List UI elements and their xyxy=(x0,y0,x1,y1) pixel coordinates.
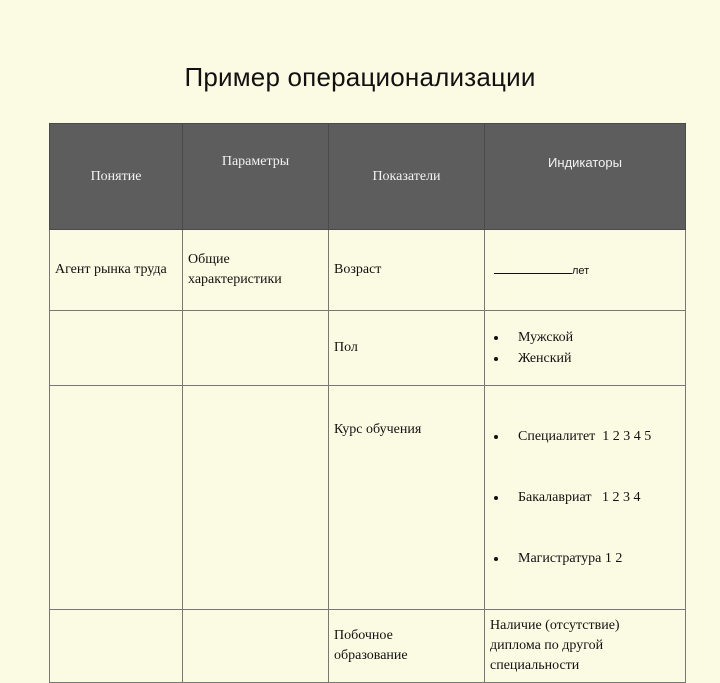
value-cell xyxy=(485,386,686,610)
bullet-icon xyxy=(494,435,498,439)
value-cell xyxy=(485,230,686,311)
parameter-cell: Общие характеристики xyxy=(183,230,329,311)
bullet-icon xyxy=(494,557,498,561)
years-label: лет xyxy=(572,265,590,277)
empty-cell xyxy=(183,610,329,683)
list-item: Магистратура 1 2 xyxy=(494,548,680,569)
table-row xyxy=(50,311,686,386)
option-list xyxy=(490,386,680,609)
value-cell xyxy=(485,311,686,386)
list-item: Бакалавриат 1 2 3 4 xyxy=(494,487,680,508)
empty-cell xyxy=(50,610,183,683)
indicator-cell: Побочное образование xyxy=(329,610,485,683)
header-concept: Понятие xyxy=(50,124,183,230)
list-item: Специалитет 1 2 3 4 5 xyxy=(494,426,680,447)
table-row xyxy=(50,386,686,610)
header-indicators: Индикаторы xyxy=(485,124,686,230)
header-row xyxy=(50,124,686,230)
indicator-cell: Возраст xyxy=(329,230,485,311)
empty-cell xyxy=(183,311,329,386)
table-row xyxy=(50,230,686,311)
table-row xyxy=(50,610,686,683)
header-parameters: Параметры xyxy=(183,124,329,230)
bullet-icon xyxy=(494,357,498,361)
value-cell: Наличие (отсутствие) диплома по другой специальности xyxy=(485,610,686,683)
indicator-cell: Курс обучения xyxy=(329,386,485,610)
operationalization-table xyxy=(49,123,686,683)
option-list xyxy=(490,327,680,369)
list-item: Женский xyxy=(494,348,680,369)
empty-cell xyxy=(50,386,183,610)
list-item: Мужской xyxy=(494,327,680,348)
bullet-icon xyxy=(494,496,498,500)
concept-cell: Агент рынка труда xyxy=(50,230,183,311)
blank-answer-line xyxy=(494,259,572,274)
header-indicators-shown: Показатели xyxy=(329,124,485,230)
slide-title: Пример операционализации xyxy=(184,62,536,92)
indicator-cell: Пол xyxy=(329,311,485,386)
empty-cell xyxy=(50,311,183,386)
empty-cell xyxy=(183,386,329,610)
bullet-icon xyxy=(494,336,498,340)
